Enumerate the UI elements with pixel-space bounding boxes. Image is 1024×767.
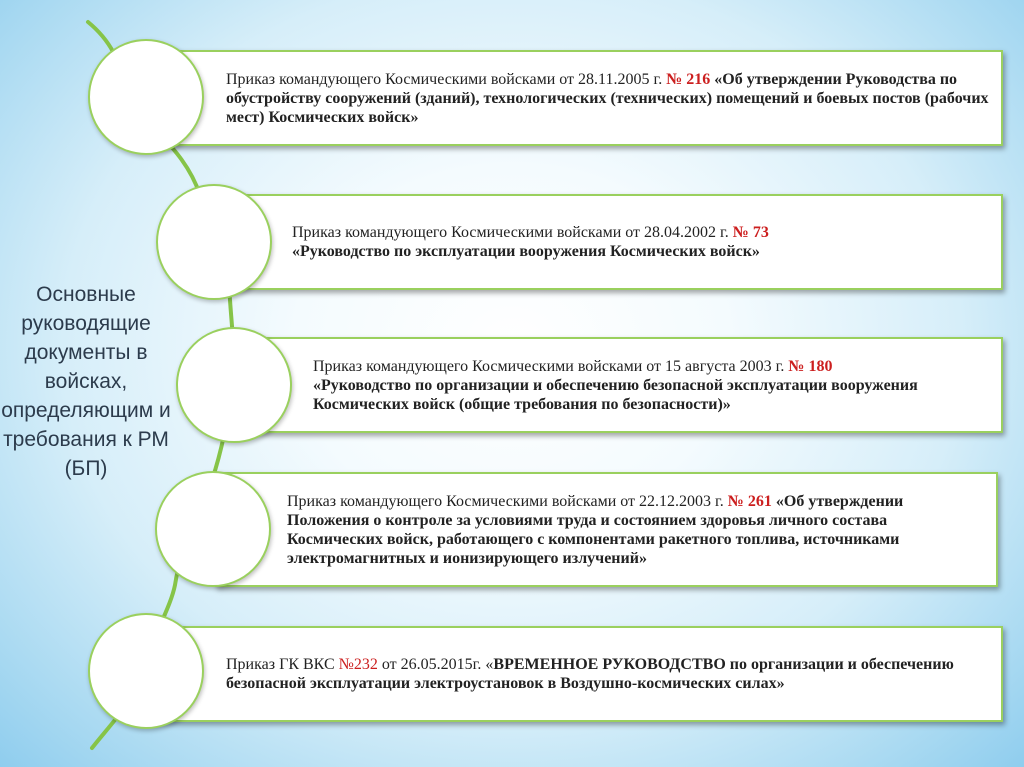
- document-text-3: [313, 357, 991, 414]
- bullet-circle-1: [88, 39, 204, 155]
- document-card-1: [150, 50, 1003, 146]
- document-text-2: [292, 223, 769, 261]
- bullet-circle-3: [176, 327, 292, 443]
- document-card-5: [150, 626, 1003, 722]
- document-5-caps: ВРЕМЕННОЕ РУКОВОДСТВО: [493, 656, 726, 673]
- document-2-number: № 73: [732, 224, 769, 241]
- document-3-title: «Руководство по организации и обеспечению безопасной эксплуатации вооружения Космических войск (общие требования по безопасности)»: [313, 376, 918, 413]
- document-4-number: № 261: [727, 492, 772, 510]
- document-text-1: [226, 70, 991, 127]
- document-3-number: № 180: [788, 357, 833, 375]
- document-3-prefix: Приказ командующего Космическими войсками от 15 августа 2003 г.: [313, 357, 789, 375]
- bullet-circle-4: [155, 471, 271, 587]
- document-5-number: №232: [338, 656, 378, 673]
- document-4-prefix: Приказ командующего Космическими войсками от 22.12.2003 г.: [287, 492, 728, 510]
- bullet-circle-5: [88, 613, 204, 729]
- document-5-prefix: Приказ ГК ВКС: [226, 656, 339, 673]
- document-text-5: [226, 655, 991, 693]
- document-5-date: от 26.05.2015г. «: [377, 656, 494, 673]
- document-card-4: [215, 472, 998, 587]
- document-1-title: «Об утверждении Руководства по обустройству сооружений (зданий), технологических (технических) помещений и боевых постов (рабочих мест) Космических войск»: [226, 70, 989, 126]
- document-2-title: «Руководство по эксплуатации вооружения Космических войск»: [292, 243, 760, 260]
- document-4-title: «Об утверждении Положения о контроле за условиями труда и состоянием здоровья личного состава Космических войск, работающего с компонентами ракетного топлива, источниками электромагнитных и ионизирующего излучений»: [287, 492, 904, 567]
- document-text-4: [287, 492, 986, 568]
- document-5-title: по организации и обеспечению безопасной эксплуатации электроустановок в Воздушно-космических силах»: [226, 656, 954, 692]
- document-card-2: [215, 194, 1003, 290]
- side-title: Основные руководящие документы в войсках, определяющим и требования к РМ (БП): [1, 283, 171, 480]
- document-1-prefix: Приказ командующего Космическими войсками от 28.11.2005 г.: [226, 70, 667, 88]
- document-2-prefix: Приказ командующего Космическими войсками от 28.04.2002 г.: [292, 224, 733, 241]
- document-card-3: [235, 337, 1003, 433]
- document-1-number: № 216: [666, 70, 711, 88]
- bullet-circle-2: [156, 184, 272, 300]
